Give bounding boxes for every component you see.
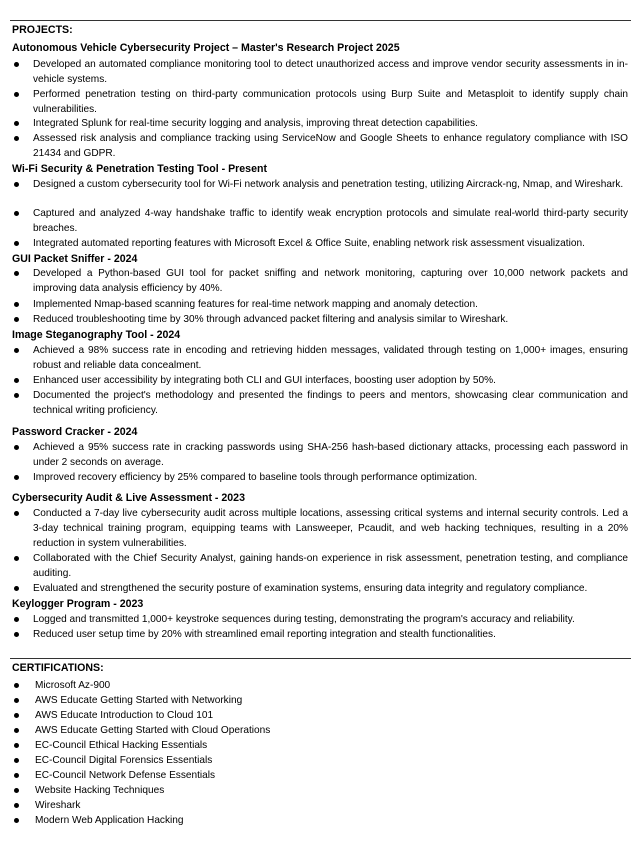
bullet-icon	[14, 728, 19, 733]
bullet-text: Enhanced user accessibility by integrating both CLI and GUI interfaces, boosting user adoption by 50%.	[33, 375, 496, 386]
certification-name: AWS Educate Getting Started with Networking	[35, 695, 243, 706]
bullet-icon	[14, 378, 19, 383]
project-bullet	[12, 582, 626, 597]
projects-heading: PROJECTS:	[12, 24, 73, 36]
certification-item	[12, 769, 412, 784]
bullet-text: Integrated Splunk for real-time security logging and analysis, improving threat detection capabilities.	[33, 118, 478, 129]
bullet-text: Evaluated and strengthened the security posture of examination systems, ensuring data integrity and regulatory compliance.	[33, 583, 588, 594]
bullet-text: Captured and analyzed 4-way handshake traffic to identify weak encryption protocols and simulate real-world third-party security breaches.	[33, 208, 628, 234]
project-bullet	[12, 471, 626, 486]
bullet-icon	[14, 445, 19, 450]
project-bullet	[12, 389, 626, 419]
certifications-divider	[10, 658, 631, 659]
project-title: Autonomous Vehicle Cybersecurity Project – Master's Research Project 2025	[12, 42, 400, 54]
project-bullet	[12, 374, 626, 389]
certification-item	[12, 784, 412, 799]
certification-name: EC-Council Ethical Hacking Essentials	[35, 740, 208, 751]
project-bullet	[12, 552, 626, 582]
bullet-text: Implemented Nmap-based scanning features for real-time network mapping and anomaly detection.	[33, 299, 478, 310]
bullet-icon	[14, 121, 19, 126]
project-bullet	[12, 613, 626, 628]
project-bullet	[12, 267, 626, 297]
bullet-icon	[14, 683, 19, 688]
bullet-icon	[14, 818, 19, 823]
project-bullet	[12, 132, 626, 162]
certification-name: EC-Council Digital Forensics Essentials	[35, 755, 213, 766]
project-title: Image Steganography Tool - 2024	[12, 329, 181, 341]
bullet-icon	[14, 475, 19, 480]
bullet-text: Logged and transmitted 1,000+ keystroke sequences during testing, demonstrating the program's accuracy and reliability.	[33, 614, 575, 625]
project-bullet	[12, 628, 626, 643]
bullet-icon	[14, 511, 19, 516]
project-bullet	[12, 344, 626, 374]
project-bullet	[12, 207, 626, 237]
bullet-text: Assessed risk analysis and compliance tracking using ServiceNow and Google Sheets to enhance regulatory compliance with ISO 21434 and GDPR.	[33, 133, 628, 159]
certification-name: Microsoft Az-900	[35, 680, 111, 691]
bullet-text: Documented the project's methodology and presented the findings to peers and mentors, showcasing clear communication and technical writing proficiency.	[33, 390, 628, 416]
bullet-icon	[14, 617, 19, 622]
bullet-text: Developed a Python-based GUI tool for packet sniffing and network monitoring, capturing over 10,000 network packets and improving data analysis efficiency by 40%.	[33, 268, 628, 294]
project-bullet	[12, 88, 626, 118]
certification-item	[12, 754, 412, 769]
project-title: Password Cracker - 2024	[12, 426, 138, 438]
project-bullet	[12, 178, 626, 208]
project-bullet	[12, 117, 626, 132]
project-bullet	[12, 237, 626, 252]
project-title: Wi-Fi Security & Penetration Testing Tool - Present	[12, 163, 267, 175]
project-title: Cybersecurity Audit & Live Assessment - 2023	[12, 492, 245, 504]
bullet-text: Performed penetration testing on third-party communication protocols using Burp Suite and Metasploit to identify supply chain vulnerabilities.	[33, 89, 628, 115]
bullet-icon	[14, 758, 19, 763]
bullet-icon	[14, 713, 19, 718]
bullet-icon	[14, 393, 19, 398]
bullet-icon	[14, 62, 19, 67]
bullet-icon	[14, 136, 19, 141]
bullet-icon	[14, 773, 19, 778]
bullet-icon	[14, 743, 19, 748]
bullet-icon	[14, 317, 19, 322]
certifications-heading: CERTIFICATIONS:	[12, 662, 104, 674]
certification-item	[12, 799, 412, 814]
project-bullet	[12, 313, 626, 328]
project-title: GUI Packet Sniffer - 2024	[12, 253, 138, 265]
certification-name: Wireshark	[35, 800, 81, 811]
bullet-icon	[14, 632, 19, 637]
project-bullet	[12, 441, 626, 471]
certification-name: Modern Web Application Hacking	[35, 815, 184, 826]
bullet-icon	[14, 182, 19, 187]
bullet-icon	[14, 788, 19, 793]
bullet-text: Reduced troubleshooting time by 30% through advanced packet filtering and analysis similar to Wireshark.	[33, 314, 509, 325]
project-bullet	[12, 58, 626, 88]
certification-name: AWS Educate Getting Started with Cloud Operations	[35, 725, 271, 736]
bullet-icon	[14, 241, 19, 246]
certification-item	[12, 709, 412, 724]
bullet-icon	[14, 302, 19, 307]
bullet-icon	[14, 211, 19, 216]
bullet-text: Achieved a 95% success rate in cracking passwords using SHA-256 hash-based dictionary attacks, processing each password in under 2 seconds on average.	[33, 442, 628, 468]
bullet-text: Achieved a 98% success rate in encoding and retrieving hidden messages, validated through testing on 1,000+ images, ensuring robust and reliable data concealment.	[33, 345, 628, 371]
bullet-text: Collaborated with the Chief Security Analyst, gaining hands-on experience in risk assessment, penetration testing, and compliance auditing.	[33, 553, 628, 579]
certification-name: Website Hacking Techniques	[35, 785, 165, 796]
bullet-text: Conducted a 7-day live cybersecurity audit across multiple locations, assessing critical systems and internal security controls. Led a 3-day technical training program, equipping teams with Lansweeper, Pcaudit, and web hacking techniques, resulting in a 20% reduction in system vulnerabilities.	[33, 508, 628, 549]
bullet-text: Designed a custom cybersecurity tool for Wi-Fi network analysis and penetration testing, utilizing Aircrack-ng, Nmap, and Wireshark.	[33, 179, 624, 190]
bullet-text: Developed an automated compliance monitoring tool to detect unauthorized access and improve vendor security assessments in in-vehicle systems.	[33, 59, 628, 85]
bullet-icon	[14, 803, 19, 808]
project-bullet	[12, 507, 626, 552]
certification-name: AWS Educate Introduction to Cloud 101	[35, 710, 214, 721]
bullet-icon	[14, 92, 19, 97]
top-divider	[10, 20, 631, 21]
bullet-text: Integrated automated reporting features with Microsoft Excel & Office Suite, enabling network risk assessment visualization.	[33, 238, 585, 249]
certification-item	[12, 739, 412, 754]
project-bullet	[12, 298, 626, 313]
bullet-icon	[14, 698, 19, 703]
bullet-text: Improved recovery efficiency by 25% compared to baseline tools through performance optimization.	[33, 472, 478, 483]
certification-item	[12, 694, 412, 709]
bullet-icon	[14, 586, 19, 591]
certification-item	[12, 814, 412, 829]
project-title: Keylogger Program - 2023	[12, 598, 144, 610]
certification-name: EC-Council Network Defense Essentials	[35, 770, 216, 781]
bullet-text: Reduced user setup time by 20% with streamlined email reporting integration and stealth functionalities.	[33, 629, 496, 640]
bullet-icon	[14, 348, 19, 353]
certification-item	[12, 679, 412, 694]
bullet-icon	[14, 271, 19, 276]
certification-item	[12, 724, 412, 739]
bullet-icon	[14, 556, 19, 561]
